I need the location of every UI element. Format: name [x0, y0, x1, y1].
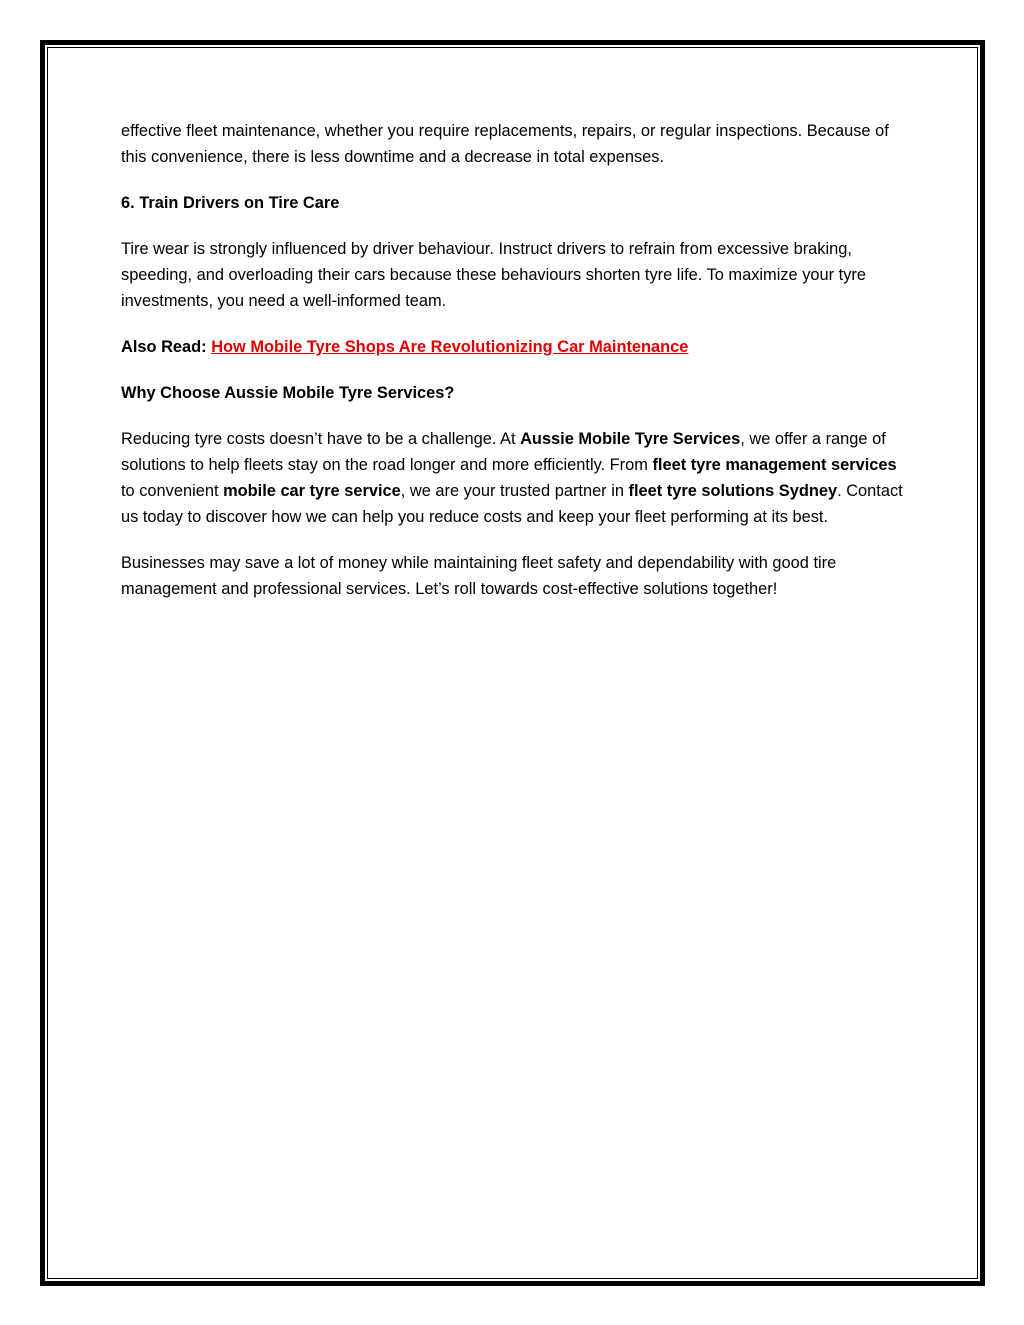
- heading-train-drivers: 6. Train Drivers on Tire Care: [121, 194, 340, 212]
- why-bold-fleet-solutions: fleet tyre solutions Sydney: [628, 482, 838, 500]
- why-bold-mobile-service: mobile car tyre service: [223, 482, 401, 500]
- why-bold-company: Aussie Mobile Tyre Services: [520, 430, 741, 448]
- why-text-1: Reducing tyre costs doesn’t have to be a challenge. At: [121, 430, 521, 448]
- why-text-5: . Contact us today to discover how we can help you reduce costs and keep your fleet performing at its best.: [121, 482, 903, 526]
- why-bold-fleet-management: fleet tyre management services: [652, 456, 897, 474]
- paragraph-why-choose: [121, 426, 906, 530]
- paragraph-intro: effective fleet maintenance, whether you require replacements, repairs, or regular inspections. Because of this convenience, there is less downtime and a decrease in total expenses.: [121, 122, 889, 166]
- why-text-4: , we are your trusted partner in: [400, 482, 629, 500]
- paragraph-closing: Businesses may save a lot of money while maintaining fleet safety and dependability with good tire management and professional services. Let’s roll towards cost-effective solutions together!: [121, 554, 837, 598]
- heading-why-choose: Why Choose Aussie Mobile Tyre Services?: [121, 384, 455, 402]
- also-read-label: Also Read:: [121, 338, 207, 356]
- why-text-3: to convenient: [121, 482, 224, 500]
- paragraph-train-drivers: Tire wear is strongly influenced by driver behaviour. Instruct drivers to refrain from excessive braking, speeding, and overloading their cars because these behaviours shorten tyre life. To maximize your tyre investments, you need a well-informed team.: [121, 240, 866, 310]
- also-read: [121, 334, 906, 360]
- document-body: [121, 118, 906, 622]
- why-text-2: , we offer a range of solutions to help fleets stay on the road longer and more efficiently. From: [121, 430, 886, 474]
- also-read-link[interactable]: How Mobile Tyre Shops Are Revolutionizing Car Maintenance: [211, 338, 689, 356]
